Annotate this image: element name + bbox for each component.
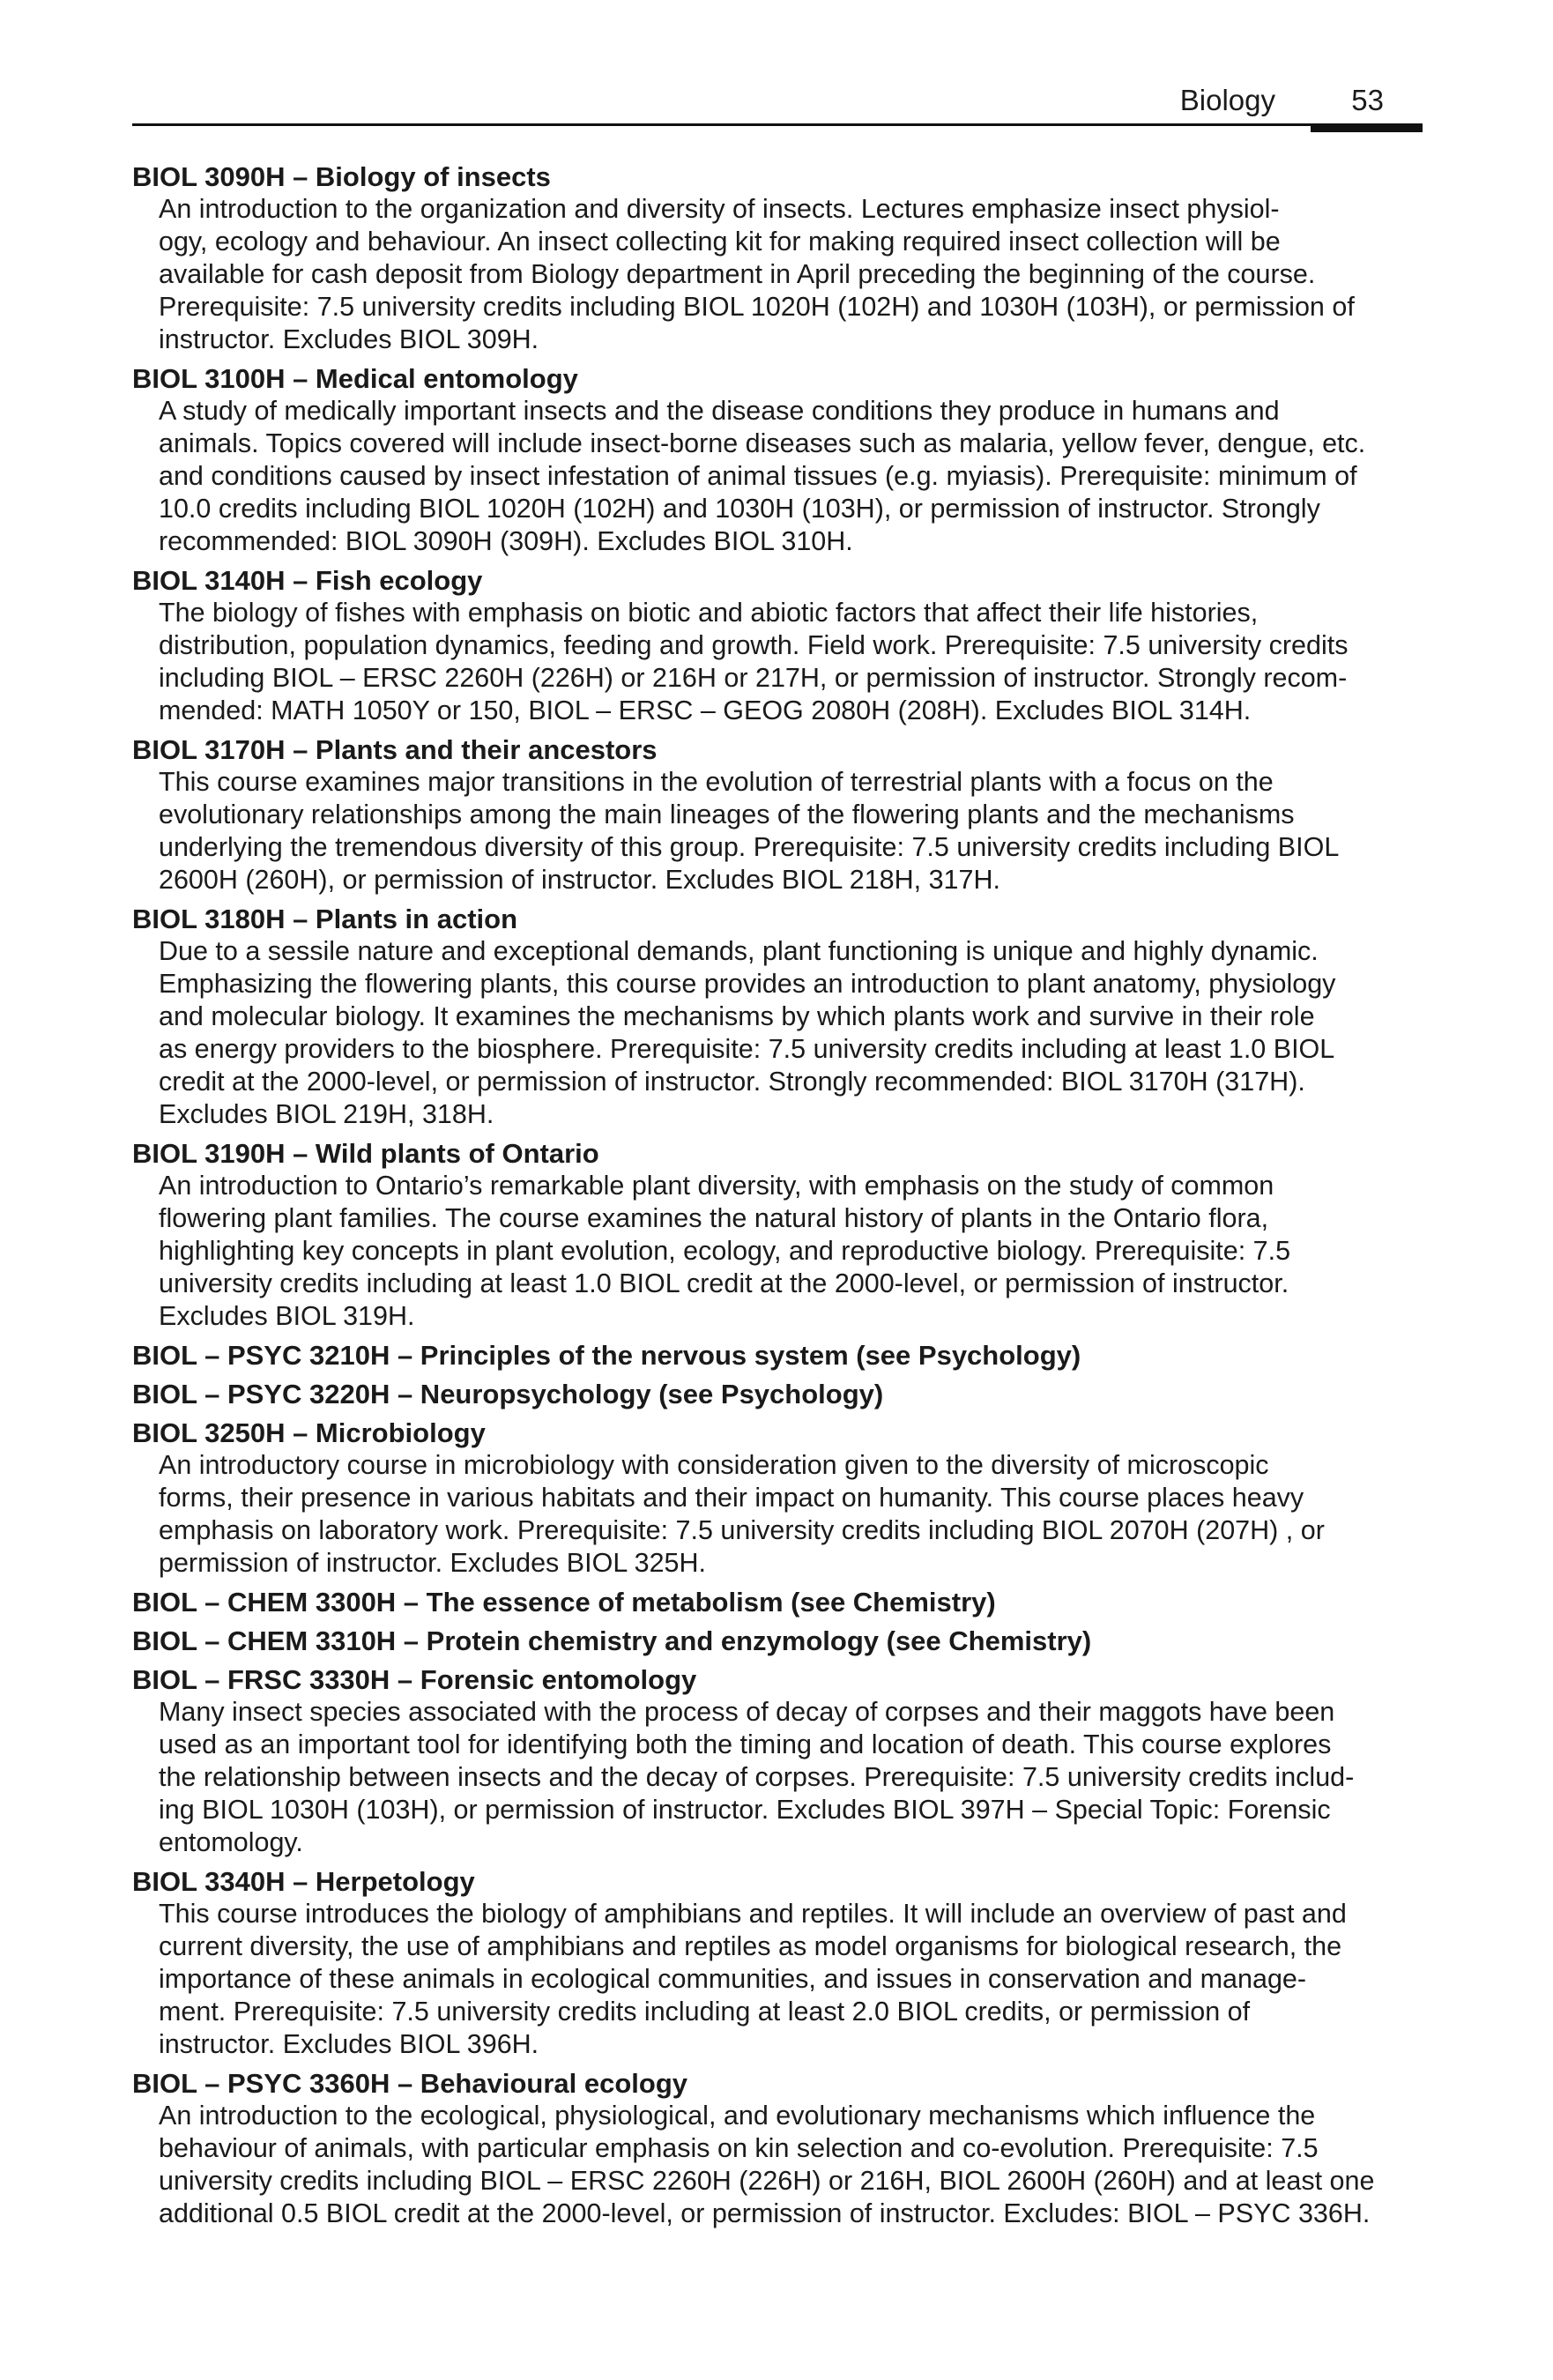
course-description-line: 10.0 credits including BIOL 1020H (102H) and 1030H (103H), or permission of instructor. Strongly [159, 494, 1320, 524]
course-entry [132, 1625, 1428, 1657]
course-description-line: This course examines major transitions in the evolution of terrestrial plants with a focus on the [159, 767, 1274, 797]
course-description [132, 395, 1428, 558]
course-title: BIOL – PSYC 3360H – Behavioural ecology [132, 2068, 688, 2099]
course-description-line: An introduction to Ontario’s remarkable plant diversity, with emphasis on the study of common [159, 1171, 1274, 1201]
course-description-line: behaviour of animals, with particular emphasis on kin selection and co-evolution. Prerequisite: 7.5 [159, 2133, 1319, 2163]
course-entry [132, 1137, 1428, 1333]
course-description-line: mended: MATH 1050Y or 150, BIOL – ERSC – GEOG 2080H (208H). Excludes BIOL 314H. [159, 695, 1252, 725]
course-entry [132, 1378, 1428, 1410]
header-tab-marker [1311, 123, 1423, 132]
running-head-section: Biology [1179, 84, 1275, 116]
header-rule [132, 123, 1421, 126]
course-description [132, 597, 1428, 727]
course-title: BIOL 3170H – Plants and their ancestors [132, 734, 658, 765]
course-description-line: current diversity, the use of amphibians and reptiles as model organisms for biological research, the [159, 1931, 1342, 1961]
course-description-line: available for cash deposit from Biology department in April preceding the beginning of the course. [159, 259, 1316, 289]
course-description-line: forms, their presence in various habitats and their impact on humanity. This course places heavy [159, 1483, 1304, 1513]
course-description [132, 193, 1428, 356]
course-description [132, 1170, 1428, 1333]
course-description-line: 2600H (260H), or permission of instructor. Excludes BIOL 218H, 317H. [159, 865, 1000, 895]
course-description-line: This course introduces the biology of amphibians and reptiles. It will include an overview of past and [159, 1899, 1347, 1929]
course-description-line: Many insect species associated with the process of decay of corpses and their maggots have been [159, 1697, 1335, 1727]
course-title: BIOL 3190H – Wild plants of Ontario [132, 1138, 599, 1169]
course-list [132, 160, 1428, 2236]
course-entry [132, 2067, 1428, 2230]
course-description-line: instructor. Excludes BIOL 396H. [159, 2029, 539, 2059]
course-description-line: emphasis on laboratory work. Prerequisite: 7.5 university credits including BIOL 2070H (207H) , or [159, 1515, 1325, 1545]
course-description-line: the relationship between insects and the decay of corpses. Prerequisite: 7.5 university credits includ- [159, 1762, 1355, 1792]
course-entry [132, 1417, 1428, 1580]
course-description-line: instructor. Excludes BIOL 309H. [159, 324, 539, 354]
course-description-line: animals. Topics covered will include insect-borne diseases such as malaria, yellow fever, dengue, etc. [159, 428, 1366, 458]
course-entry [132, 1865, 1428, 2061]
course-description-line: highlighting key concepts in plant evolution, ecology, and reproductive biology. Prerequisite: 7.5 [159, 1236, 1291, 1266]
course-description [132, 1449, 1428, 1580]
course-entry [132, 160, 1428, 356]
course-description-line: flowering plant families. The course examines the natural history of plants in the Ontario flora, [159, 1203, 1269, 1233]
course-title: BIOL 3100H – Medical entomology [132, 363, 578, 394]
course-description [132, 766, 1428, 896]
course-title: BIOL – CHEM 3310H – Protein chemistry and enzymology (see Chemistry) [132, 1625, 1092, 1656]
course-description-line: as energy providers to the biosphere. Prerequisite: 7.5 university credits including at least 1.0 BIOL [159, 1034, 1335, 1064]
course-description-line: ogy, ecology and behaviour. An insect collecting kit for making required insect collection will be [159, 227, 1281, 257]
course-description-line: evolutionary relationships among the main lineages of the flowering plants and the mechanisms [159, 800, 1295, 829]
course-description-line: including BIOL – ERSC 2260H (226H) or 216H or 217H, or permission of instructor. Strongly recom- [159, 663, 1348, 693]
course-description-line: permission of instructor. Excludes BIOL 325H. [159, 1548, 707, 1578]
course-entry [132, 1339, 1428, 1372]
course-entry [132, 362, 1428, 558]
course-description-line: distribution, population dynamics, feeding and growth. Field work. Prerequisite: 7.5 university credits [159, 630, 1349, 660]
course-entry [132, 903, 1428, 1131]
course-description-line: Prerequisite: 7.5 university credits including BIOL 1020H (102H) and 1030H (103H), or permission of [159, 292, 1355, 322]
course-description-line: university credits including BIOL – ERSC 2260H (226H) or 216H, BIOL 2600H (260H) and at least one [159, 2166, 1375, 2196]
course-description-line: importance of these animals in ecological communities, and issues in conservation and manage- [159, 1964, 1307, 1994]
course-description-line: Excludes BIOL 319H. [159, 1301, 415, 1331]
course-title: BIOL – FRSC 3330H – Forensic entomology [132, 1664, 697, 1695]
course-title: BIOL – PSYC 3220H – Neuropsychology (see Psychology) [132, 1379, 884, 1409]
course-description-line: and molecular biology. It examines the mechanisms by which plants work and survive in their role [159, 1001, 1315, 1031]
course-title: BIOL – PSYC 3210H – Principles of the nervous system (see Psychology) [132, 1340, 1081, 1371]
course-description-line: used as an important tool for identifying both the timing and location of death. This course explores [159, 1729, 1332, 1759]
course-description-line: Excludes BIOL 219H, 318H. [159, 1099, 494, 1129]
course-description-line: entomology. [159, 1827, 303, 1857]
course-description-line: additional 0.5 BIOL credit at the 2000-level, or permission of instructor. Excludes: BIOL – PSYC 336H. [159, 2198, 1371, 2228]
course-description [132, 2100, 1428, 2230]
course-description-line: underlying the tremendous diversity of this group. Prerequisite: 7.5 university credits including BIOL [159, 832, 1340, 862]
course-description-line: An introduction to the ecological, physiological, and evolutionary mechanisms which influence the [159, 2101, 1316, 2131]
course-title: BIOL 3250H – Microbiology [132, 1417, 486, 1448]
course-title: BIOL 3140H – Fish ecology [132, 565, 483, 596]
course-description-line: An introduction to the organization and diversity of insects. Lectures emphasize insect physiol- [159, 194, 1280, 224]
course-title: BIOL 3340H – Herpetology [132, 1866, 475, 1897]
course-description-line: A study of medically important insects and the disease conditions they produce in humans and [159, 396, 1280, 426]
course-description-line: and conditions caused by insect infestation of animal tissues (e.g. myiasis). Prerequisite: minimum of [159, 461, 1357, 491]
course-title: BIOL 3090H – Biology of insects [132, 161, 551, 192]
course-entry [132, 1663, 1428, 1859]
course-description-line: Emphasizing the flowering plants, this course provides an introduction to plant anatomy, physiology [159, 969, 1336, 999]
course-description-line: university credits including at least 1.0 BIOL credit at the 2000-level, or permission of instructor. [159, 1268, 1289, 1298]
course-entry [132, 1586, 1428, 1618]
course-description-line: An introductory course in microbiology with consideration given to the diversity of microscopic [159, 1450, 1269, 1480]
course-description-line: credit at the 2000-level, or permission of instructor. Strongly recommended: BIOL 3170H (317H). [159, 1067, 1305, 1097]
course-description [132, 935, 1428, 1131]
course-description-line: recommended: BIOL 3090H (309H). Excludes BIOL 310H. [159, 526, 853, 556]
course-entry [132, 564, 1428, 727]
course-title: BIOL 3180H – Plants in action [132, 904, 518, 934]
page-number: 53 [1351, 84, 1384, 116]
course-description-line: The biology of fishes with emphasis on biotic and abiotic factors that affect their life histories, [159, 598, 1259, 628]
course-entry [132, 733, 1428, 896]
course-description [132, 1696, 1428, 1859]
course-description-line: Due to a sessile nature and exceptional demands, plant functioning is unique and highly dynamic. [159, 936, 1319, 966]
course-description-line: ing BIOL 1030H (103H), or permission of instructor. Excludes BIOL 397H – Special Topic: Forensic [159, 1795, 1331, 1825]
page-header [132, 78, 1421, 130]
course-description-line: ment. Prerequisite: 7.5 university credits including at least 2.0 BIOL credits, or permission of [159, 1997, 1251, 2027]
course-description [132, 1898, 1428, 2061]
course-title: BIOL – CHEM 3300H – The essence of metabolism (see Chemistry) [132, 1587, 996, 1618]
